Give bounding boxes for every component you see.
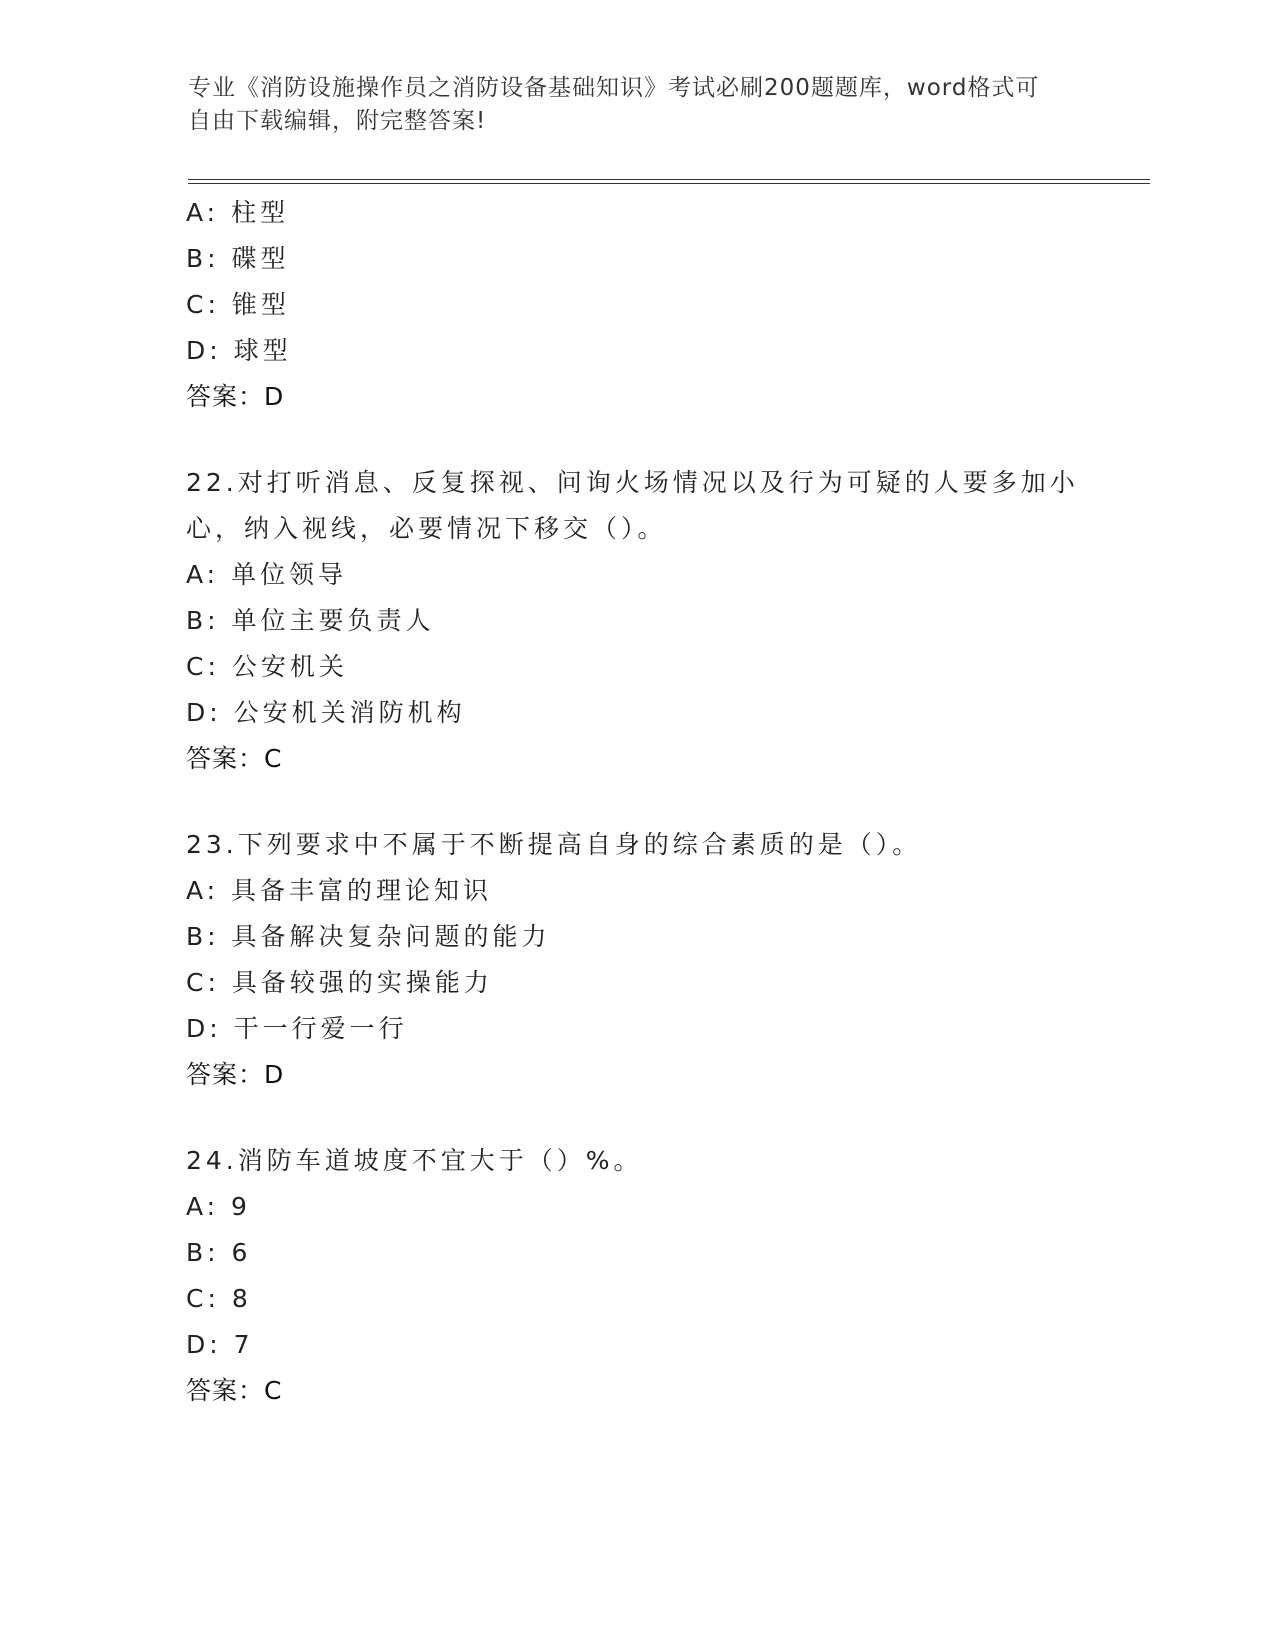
option-a: A: 具备丰富的理论知识 xyxy=(186,876,493,905)
option-c: C: 公安机关 xyxy=(186,652,348,681)
option-c: C: 8 xyxy=(186,1284,252,1313)
question-block xyxy=(186,1138,1146,1414)
question-block xyxy=(186,460,1146,782)
option-d: D: 7 xyxy=(186,1330,254,1359)
option-a: A: 单位领导 xyxy=(186,560,348,589)
question-text-line: 22.对打听消息、反复探视、问询火场情况以及行为可疑的人要多加小 xyxy=(186,468,1079,497)
option-a: A: 9 xyxy=(186,1192,251,1221)
question-text-line: 心，纳入视线，必要情况下移交（）。 xyxy=(186,514,667,543)
option-d: D: 公安机关消防机构 xyxy=(186,698,466,727)
option-c: C: 具备较强的实操能力 xyxy=(186,968,493,997)
document-header xyxy=(188,72,1088,138)
option-b: B: 碟型 xyxy=(186,244,290,273)
option-d: D: 球型 xyxy=(186,336,292,365)
question-text-line: 23.下列要求中不属于不断提高自身的综合素质的是（）。 xyxy=(186,830,922,859)
option-d: D: 干一行爱一行 xyxy=(186,1014,408,1043)
option-a: A: 柱型 xyxy=(186,198,290,227)
answer-line: 答案：C xyxy=(186,1376,283,1405)
answer-line: 答案：D xyxy=(186,382,285,411)
question-text-line: 24.消防车道坡度不宜大于（）%。 xyxy=(186,1146,643,1175)
option-b: B: 具备解决复杂问题的能力 xyxy=(186,922,551,951)
question-list xyxy=(186,190,1146,1414)
option-b: B: 单位主要负责人 xyxy=(186,606,435,635)
option-c: C: 锥型 xyxy=(186,290,290,319)
answer-line: 答案：C xyxy=(186,744,283,773)
question-block xyxy=(186,822,1146,1098)
answer-line: 答案：D xyxy=(186,1060,285,1089)
header-divider-top xyxy=(188,179,1150,180)
header-line-2: 自由下载编辑，附完整答案! xyxy=(188,108,487,134)
header-divider-bottom xyxy=(188,183,1150,184)
option-b: B: 6 xyxy=(186,1238,252,1267)
header-line-1: 专业《消防设施操作员之消防设备基础知识》考试必刷200题题库，word格式可 xyxy=(188,75,1040,101)
question-block xyxy=(186,190,1146,420)
